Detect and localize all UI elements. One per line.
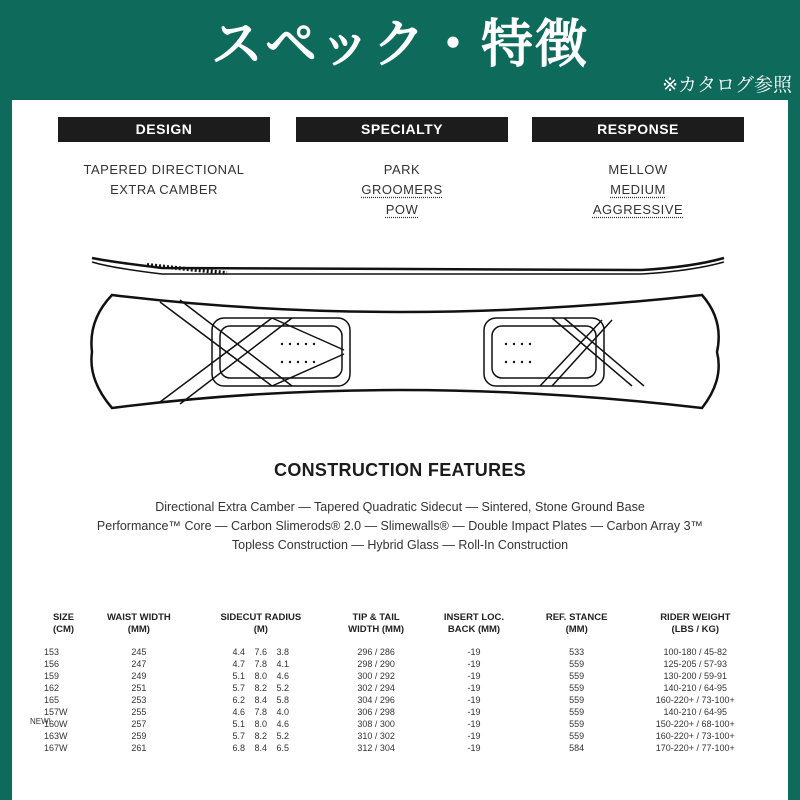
table-cell: 130-200 / 59-91 xyxy=(663,671,728,681)
specialty-item-highlighted: GROOMERS xyxy=(361,182,443,197)
board-profile xyxy=(92,258,724,274)
table-cell: 253 xyxy=(131,695,147,705)
table-cell: -19 xyxy=(467,743,481,753)
radius-value: 8.4 xyxy=(254,695,268,705)
catalog-note: ※カタログ参照 xyxy=(662,74,792,96)
back-binding-zone xyxy=(484,318,644,386)
table-cell: 257 xyxy=(131,719,147,729)
table-cell: 140-210 / 64-95 xyxy=(663,683,728,693)
table-cell: -19 xyxy=(467,683,481,693)
sidecut-radius-cell xyxy=(193,706,329,718)
table-row xyxy=(42,706,762,718)
table-cell: 559 xyxy=(569,671,585,681)
radius-value: 7.8 xyxy=(254,707,268,717)
spec-column-header: INSERT LOC. BACK (MM) xyxy=(443,612,505,635)
table-cell: 312 / 304 xyxy=(357,743,395,753)
specialty-item-highlighted: POW xyxy=(385,202,419,217)
table-cell: 306 / 298 xyxy=(357,707,395,717)
table-cell: 162 xyxy=(44,683,60,693)
radius-value: 4.4 xyxy=(232,647,246,657)
response-list xyxy=(532,160,744,220)
table-cell: 100-180 / 45-82 xyxy=(663,647,728,657)
insert-holes-back xyxy=(505,343,531,363)
table-cell: 304 / 296 xyxy=(357,695,395,705)
table-cell: 584 xyxy=(569,743,585,753)
radius-value: 4.1 xyxy=(276,659,290,669)
sidecut-radius-cell xyxy=(193,682,329,694)
table-cell: 559 xyxy=(569,731,585,741)
table-cell: 160-220+ / 73-100+ xyxy=(655,731,735,741)
table-cell: -19 xyxy=(467,671,481,681)
table-cell: 261 xyxy=(131,743,147,753)
radius-value: 4.7 xyxy=(232,659,246,669)
specialty-item: PARK xyxy=(383,162,421,177)
table-cell: 160W xyxy=(44,719,68,729)
table-row xyxy=(42,646,762,658)
table-cell: 245 xyxy=(131,647,147,657)
sidecut-radius-cell xyxy=(193,670,329,682)
radius-value: 8.0 xyxy=(254,671,268,681)
table-cell: 559 xyxy=(569,659,585,669)
table-row xyxy=(42,694,762,706)
table-row xyxy=(42,682,762,694)
table-cell: 249 xyxy=(131,671,147,681)
table-cell: 251 xyxy=(131,683,147,693)
radius-value: 8.2 xyxy=(254,731,268,741)
table-row xyxy=(42,718,762,730)
table-cell: 559 xyxy=(569,707,585,717)
spec-column-header: RIDER WEIGHT (LBS / KG) xyxy=(660,612,731,635)
radius-value: 4.0 xyxy=(276,707,290,717)
spec-column-header: WAIST WIDTH (MM) xyxy=(106,612,171,635)
radius-value: 7.8 xyxy=(254,659,268,669)
spec-panel xyxy=(12,100,788,800)
radius-value: 4.6 xyxy=(276,671,290,681)
table-row xyxy=(42,658,762,670)
table-cell: 156 xyxy=(44,659,60,669)
table-cell: 300 / 292 xyxy=(357,671,395,681)
radius-value: 5.2 xyxy=(276,683,290,693)
spec-column-header: SIZE (CM) xyxy=(52,612,75,635)
radius-value: 5.2 xyxy=(276,731,290,741)
specialty-list xyxy=(296,160,508,220)
table-cell: 259 xyxy=(131,731,147,741)
design-item: EXTRA CAMBER xyxy=(110,182,218,197)
table-cell: -19 xyxy=(467,659,481,669)
response-item-highlighted: MEDIUM xyxy=(610,182,666,197)
table-cell: -19 xyxy=(467,695,481,705)
spec-column-header: SIDECUT RADIUS (M) xyxy=(220,612,302,635)
board-topsheet xyxy=(91,295,718,408)
table-cell: 140-210 / 64-95 xyxy=(663,707,728,717)
table-cell: 150-220+ / 68-100+ xyxy=(655,719,735,729)
radius-value: 8.2 xyxy=(254,683,268,693)
radius-value: 3.8 xyxy=(276,647,290,657)
sidecut-radius-cell xyxy=(193,730,329,742)
table-cell: 247 xyxy=(131,659,147,669)
radius-value: 5.1 xyxy=(232,719,246,729)
table-cell: 310 / 302 xyxy=(357,731,395,741)
table-cell: 533 xyxy=(569,647,585,657)
table-cell: 167W xyxy=(44,743,68,753)
table-cell: 170-220+ / 77-100+ xyxy=(655,743,735,753)
table-cell: 163W xyxy=(44,731,68,741)
spec-column-header: TIP & TAIL WIDTH (MM) xyxy=(348,612,405,635)
table-cell: 302 / 294 xyxy=(357,683,395,693)
sidecut-radius-cell xyxy=(193,718,329,730)
construction-title: CONSTRUCTION FEATURES xyxy=(274,460,526,480)
table-row xyxy=(42,670,762,682)
new-badge: NEW! xyxy=(30,717,51,726)
table-cell: 160-220+ / 73-100+ xyxy=(655,695,735,705)
radius-value: 6.5 xyxy=(276,743,290,753)
radius-value: 6.8 xyxy=(232,743,246,753)
sidecut-radius-cell xyxy=(193,646,329,658)
table-row xyxy=(42,730,762,742)
sidecut-radius-cell xyxy=(193,694,329,706)
response-item: MELLOW xyxy=(608,162,668,177)
table-row xyxy=(42,742,762,754)
table-cell: 559 xyxy=(569,719,585,729)
table-cell: 153 xyxy=(44,647,60,657)
table-cell: -19 xyxy=(467,707,481,717)
construction-line: Topless Construction — Hybrid Glass — Roll-In Construction xyxy=(231,538,569,552)
radius-value: 5.7 xyxy=(232,731,246,741)
radius-value: 6.2 xyxy=(232,695,246,705)
table-cell: 296 / 286 xyxy=(357,647,395,657)
radius-value: 4.6 xyxy=(276,719,290,729)
spec-column-header: REF. STANCE (MM) xyxy=(545,612,608,635)
table-cell: 559 xyxy=(569,695,585,705)
specialty-header: SPECIALTY xyxy=(296,117,508,142)
sidecut-radius-cell xyxy=(193,658,329,670)
table-cell: 165 xyxy=(44,695,60,705)
header-banner xyxy=(0,0,800,100)
radius-value: 5.1 xyxy=(232,671,246,681)
radius-value: 8.4 xyxy=(254,743,268,753)
construction-line: Performance™ Core — Carbon Slimerods® 2.0 — Slimewalls® — Double Impact Plates — Carbon Array 3™ xyxy=(96,519,704,533)
table-cell: -19 xyxy=(467,731,481,741)
snowboard-illustration xyxy=(12,240,788,430)
design-header: DESIGN xyxy=(58,117,270,142)
table-cell: -19 xyxy=(467,719,481,729)
table-cell: 159 xyxy=(44,671,60,681)
radius-value: 5.8 xyxy=(276,695,290,705)
radius-value: 7.6 xyxy=(254,647,268,657)
spec-table xyxy=(42,612,762,754)
radius-value: 4.6 xyxy=(232,707,246,717)
radius-value: 5.7 xyxy=(232,683,246,693)
response-item-highlighted: AGGRESSIVE xyxy=(592,202,684,217)
table-cell: 559 xyxy=(569,683,585,693)
response-header: RESPONSE xyxy=(532,117,744,142)
sidecut-radius-cell xyxy=(193,742,329,754)
radius-value: 8.0 xyxy=(254,719,268,729)
table-cell: 255 xyxy=(131,707,147,717)
page-title: スペック・特徴 xyxy=(210,15,589,75)
table-cell: 125-205 / 57-93 xyxy=(663,659,728,669)
design-item: TAPERED DIRECTIONAL xyxy=(83,162,245,177)
spec-table-body xyxy=(42,646,762,754)
table-cell: -19 xyxy=(467,647,481,657)
design-list xyxy=(58,160,270,200)
insert-holes-front xyxy=(281,343,315,363)
front-binding-zone xyxy=(160,300,350,404)
table-cell: 298 / 290 xyxy=(357,659,395,669)
construction-line: Directional Extra Camber — Tapered Quadratic Sidecut — Sintered, Stone Ground Base xyxy=(155,500,645,514)
table-cell: 157W xyxy=(44,707,68,717)
spec-header-row xyxy=(42,612,762,646)
table-cell: 308 / 300 xyxy=(357,719,395,729)
